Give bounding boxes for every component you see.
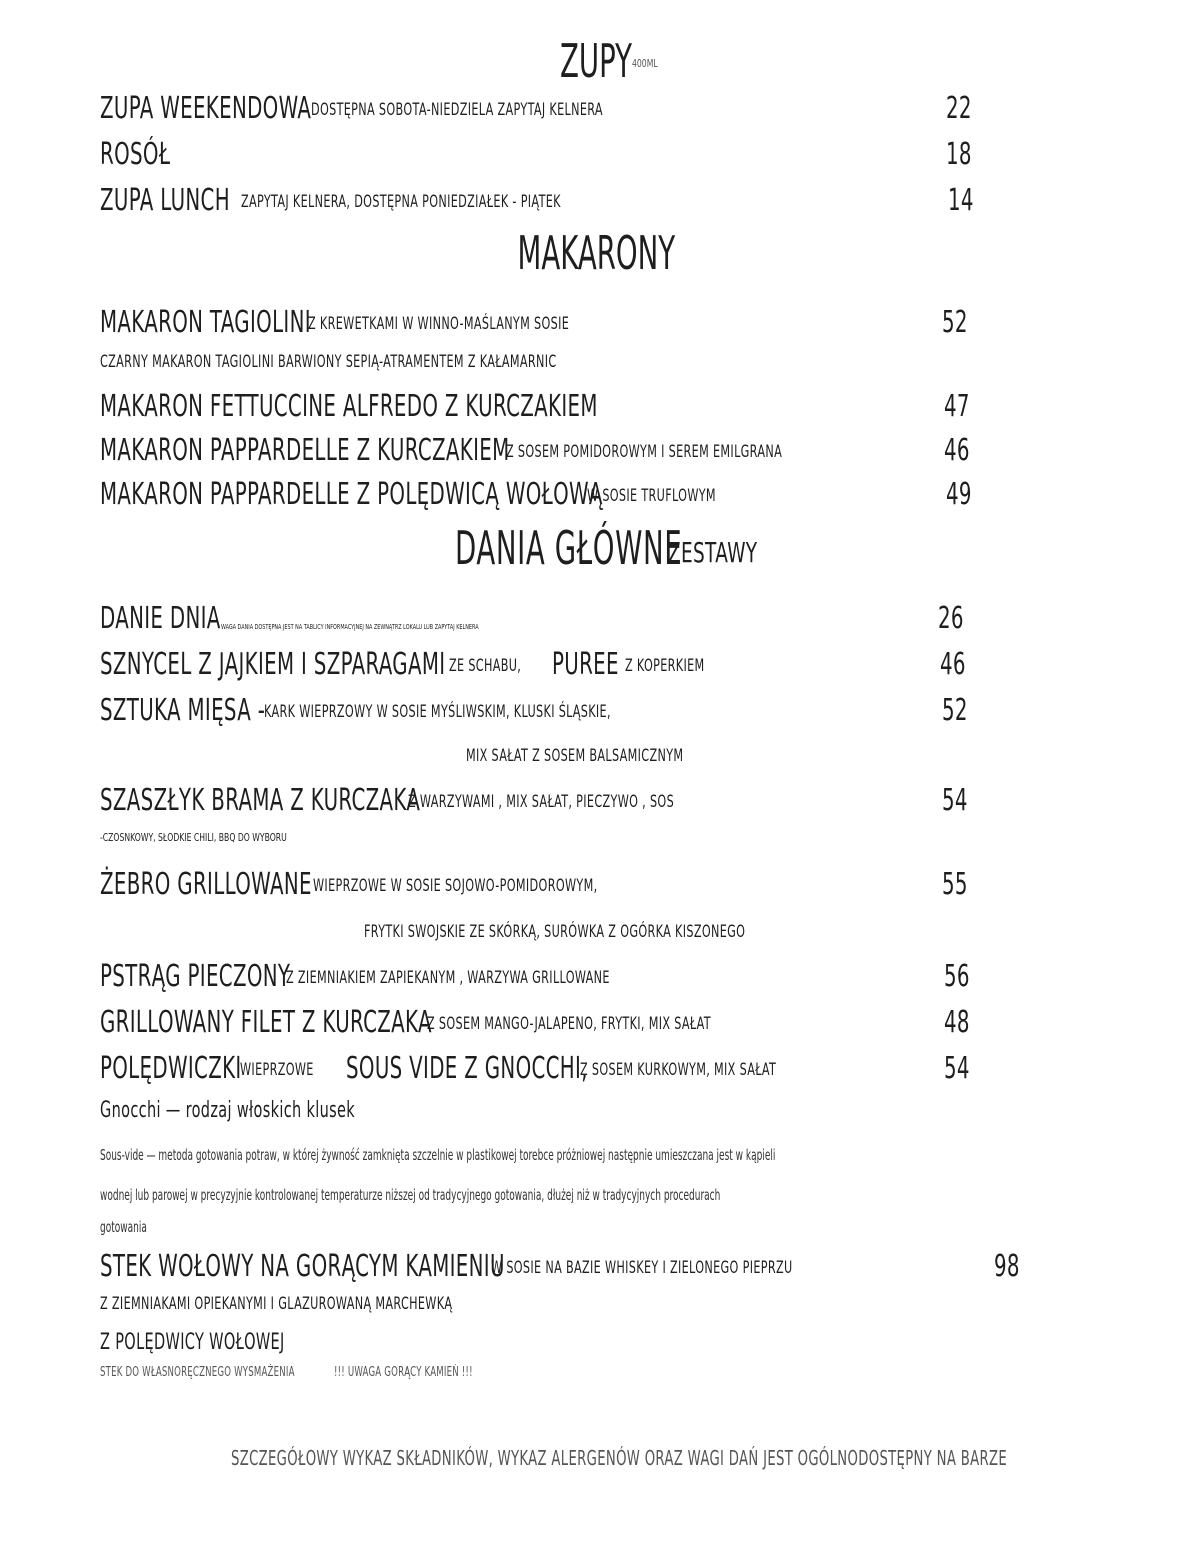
main-sztuka-desc: KARK WIEPRZOWY W SOSIE MYŚLIWSKIM, KLUSKI ŚLĄSKIE,: [264, 702, 611, 722]
main-szaszlyk-desc-line2: -CZOSNKOWY, SŁODKIE CHILI, BBQ DO WYBORU: [100, 831, 287, 844]
main-szaszlyk-desc: Z WARZYWAMI , MIX SAŁAT, PIECZYWO , SOS: [408, 792, 675, 812]
main-stek-line2: Z ZIEMNIAKAMI OPIEKANYMI I GLAZUROWANĄ MARCHEWKĄ: [100, 1294, 453, 1314]
pasta-pappardelle-chicken-name: MAKARON PAPPARDELLE Z KURCZAKIEM: [100, 433, 510, 468]
soup-weekend-price: 22: [946, 91, 972, 126]
soups-header-note: 400ML: [632, 57, 658, 70]
main-day-name: DANIE DNIA: [100, 601, 221, 636]
sous-vide-note-line2: wodnej lub parowej w precyzyjnie kontrolowanej temperaturze niższej od tradycyjnego gotowania, dłużej niż w tradycyjnych procedurach: [100, 1186, 721, 1204]
main-pstrag-price: 56: [944, 959, 970, 994]
soup-weekend-name: ZUPA WEEKENDOWA: [100, 91, 312, 126]
pasta-pappardelle-beef-price: 49: [946, 477, 972, 512]
main-filet-desc: Z SOSEM MANGO-JALAPENO, FRYTKI, MIX SAŁAT: [427, 1014, 711, 1034]
soup-lunch-desc: ZAPYTAJ KELNERA, DOSTĘPNA PONIEDZIAŁEK - PIĄTEK: [241, 192, 561, 212]
main-szaszlyk-name: SZASZŁYK BRAMA Z KURCZAKA: [100, 783, 421, 818]
main-zebro-price: 55: [942, 867, 968, 902]
sous-vide-note-line1: Sous-vide — metoda gotowania potraw, w której żywność zamknięta szczelnie w plastikowej torebce próżniowej następnie umieszczana jest w kąpieli: [100, 1146, 776, 1164]
gnocchi-note: Gnocchi — rodzaj włoskich klusek: [100, 1098, 356, 1123]
pasta-header-row: [0, 226, 1192, 280]
pasta-pappardelle-chicken-desc: Z SOSEM POMIDOROWYM I SEREM EMILGRANA: [506, 442, 783, 462]
soups-header-row: [0, 34, 1192, 88]
pasta-tagiolini-name: MAKARON TAGIOLINI: [100, 305, 311, 340]
soup-lunch-price: 14: [948, 183, 974, 218]
soup-weekend-desc: DOSTĘPNA SOBOTA-NIEDZIELA ZAPYTAJ KELNERA: [311, 100, 603, 120]
main-szaszlyk-price: 54: [942, 783, 968, 818]
soup-rosol-price: 18: [946, 137, 972, 172]
main-sztuka-name: SZTUKA MIĘSA -: [100, 693, 266, 728]
main-schnitzel-name2: PUREE: [552, 647, 619, 682]
main-poledwiczki-price: 54: [944, 1051, 970, 1086]
soup-rosol-name: ROSÓŁ: [100, 137, 171, 172]
pasta-fettuccine-name: MAKARON FETTUCCINE ALFREDO Z KURCZAKIEM: [100, 389, 598, 424]
main-stek-name: STEK WOŁOWY NA GORĄCYM KAMIENIU: [100, 1249, 505, 1284]
main-poledwiczki-desc2: Z SOSEM KURKOWYM, MIX SAŁAT: [580, 1060, 777, 1080]
main-day-desc: WAGA DANIA DOSTĘPNA JEST NA TABLICY INFORMACYJNEJ NA ZEWNĄTRZ LOKALU LUB ZAPYTAJ KELNERA: [221, 623, 479, 631]
main-zebro-name: ŻEBRO GRILLOWANE: [100, 867, 312, 902]
pasta-pappardelle-beef-name: MAKARON PAPPARDELLE Z POLĘDWICĄ WOŁOWĄ: [100, 477, 603, 512]
main-stek-desc: W SOSIE NA BAZIE WHISKEY I ZIELONEGO PIEPRZU: [491, 1258, 793, 1278]
main-filet-price: 48: [944, 1005, 970, 1040]
main-stek-warning: !!! UWAGA GORĄCY KAMIEŃ !!!: [334, 1365, 473, 1380]
main-schnitzel-price: 46: [940, 647, 966, 682]
footer-allergens: SZCZEGÓŁOWY WYKAZ SKŁADNIKÓW, WYKAZ ALERGENÓW ORAZ WAGI DAŃ JEST OGÓLNODOSTĘPNY NA BARZE: [231, 1446, 1008, 1470]
main-pstrag-desc: Z ZIEMNIAKIEM ZAPIEKANYM , WARZYWA GRILLOWANE: [286, 968, 610, 988]
main-stek-note: STEK DO WŁASNORĘCZNEGO WYSMAŻENIA: [100, 1365, 295, 1380]
main-stek-line3: Z POLĘDWICY WOŁOWEJ: [100, 1330, 285, 1355]
main-stek-price: 98: [994, 1249, 1020, 1284]
main-sztuka-desc-line2: MIX SAŁAT Z SOSEM BALSAMICZNYM: [466, 746, 684, 766]
main-zebro-desc-line2: FRYTKI SWOJSKIE ZE SKÓRKĄ, SURÓWKA Z OGÓRKA KISZONEGO: [364, 922, 746, 942]
pasta-header: MAKARONY: [517, 226, 675, 280]
mains-header: DANIA GŁÓWNE: [455, 521, 683, 575]
sous-vide-note-line3: gotowania: [100, 1218, 147, 1236]
main-schnitzel-desc2: Z KOPERKIEM: [625, 656, 705, 676]
main-sztuka-price: 52: [942, 693, 968, 728]
main-poledwiczki-name: POLĘDWICZKI: [100, 1051, 242, 1086]
main-day-price: 26: [938, 601, 964, 636]
pasta-tagiolini-note: CZARNY MAKARON TAGIOLINI BARWIONY SEPIĄ-ATRAMENTEM Z KAŁAMARNIC: [100, 352, 557, 372]
pasta-fettuccine-price: 47: [944, 389, 970, 424]
main-zebro-desc: WIEPRZOWE W SOSIE SOJOWO-POMIDOROWYM,: [313, 876, 598, 896]
main-poledwiczki-name2: SOUS VIDE Z GNOCCHI,: [346, 1051, 588, 1086]
pasta-pappardelle-beef-desc: W SOSIE TRUFLOWYM: [587, 486, 716, 506]
pasta-tagiolini-desc: Z KREWETKAMI W WINNO-MAŚLANYM SOSIE: [308, 314, 570, 334]
main-schnitzel-desc1: ZE SCHABU,: [449, 656, 522, 676]
mains-header-sub: ZESTAWY: [668, 536, 758, 569]
soup-lunch-name: ZUPA LUNCH: [100, 183, 230, 218]
main-schnitzel-name: SZNYCEL Z JAJKIEM I SZPARAGAMI: [100, 647, 446, 682]
soups-header: ZUPY: [559, 34, 632, 88]
main-poledwiczki-desc1: WIEPRZOWE: [240, 1060, 314, 1080]
main-filet-name: GRILLOWANY FILET Z KURCZAKA: [100, 1005, 432, 1040]
pasta-tagiolini-price: 52: [942, 305, 968, 340]
main-pstrag-name: PSTRĄG PIECZONY: [100, 959, 291, 994]
pasta-pappardelle-chicken-price: 46: [944, 433, 970, 468]
